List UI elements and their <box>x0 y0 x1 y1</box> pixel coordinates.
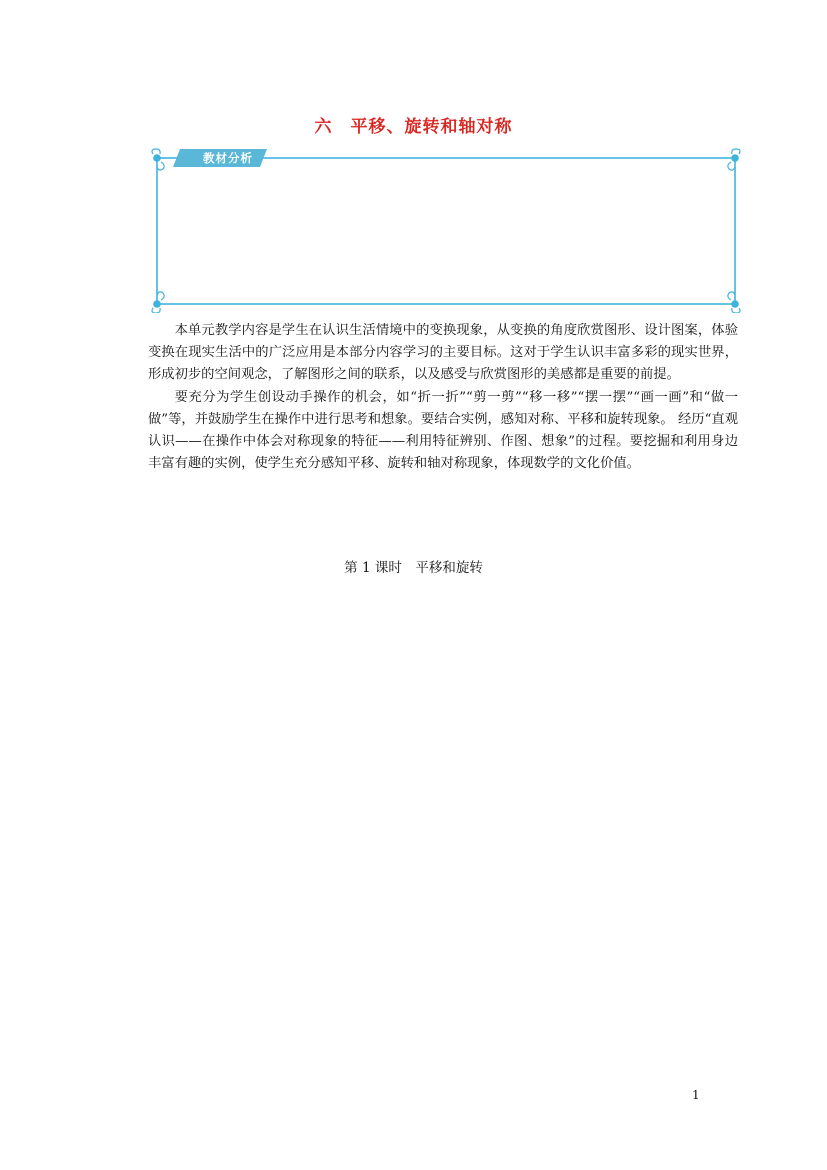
unit-title: 六 平移、旋转和轴对称 <box>314 117 513 137</box>
textbook-analysis-frame <box>150 148 742 313</box>
lesson-title: 第 1 课时 平移和旋转 <box>344 560 483 576</box>
body-text <box>148 320 738 475</box>
frame-border <box>150 148 742 313</box>
page-number: 1 <box>692 1088 700 1102</box>
section-tab-label: 教材分析 <box>203 151 253 165</box>
paragraph-2: 要充分为学生创设动手操作的机会，如“折一折”“剪一剪”“移一移”“摆一摆”“画一画”和“做一做”等，并鼓励学生在操作中进行思考和想象。要结合实例，感知对称、平移和旋转现象。 经历“直观认识——在操作中体会对称现象的特征——利用特征辨别、作图、想象”的过程。要挖掘和利用身边丰富有趣的实例，使学生充分感知平移、旋转和轴对称现象，体现数学的文化价值。 <box>148 389 738 472</box>
paragraph-1: 本单元教学内容是学生在认识生活情境中的变换现象，从变换的角度欣赏图形、设计图案，体验变换在现实生活中的广泛应用是本部分内容学习的主要目标。这对于学生认识丰富多彩的现实世界，形成初步的空间观念，了解图形之间的联系，以及感受与欣赏图形的美感都是重要的前提。 <box>148 323 738 383</box>
